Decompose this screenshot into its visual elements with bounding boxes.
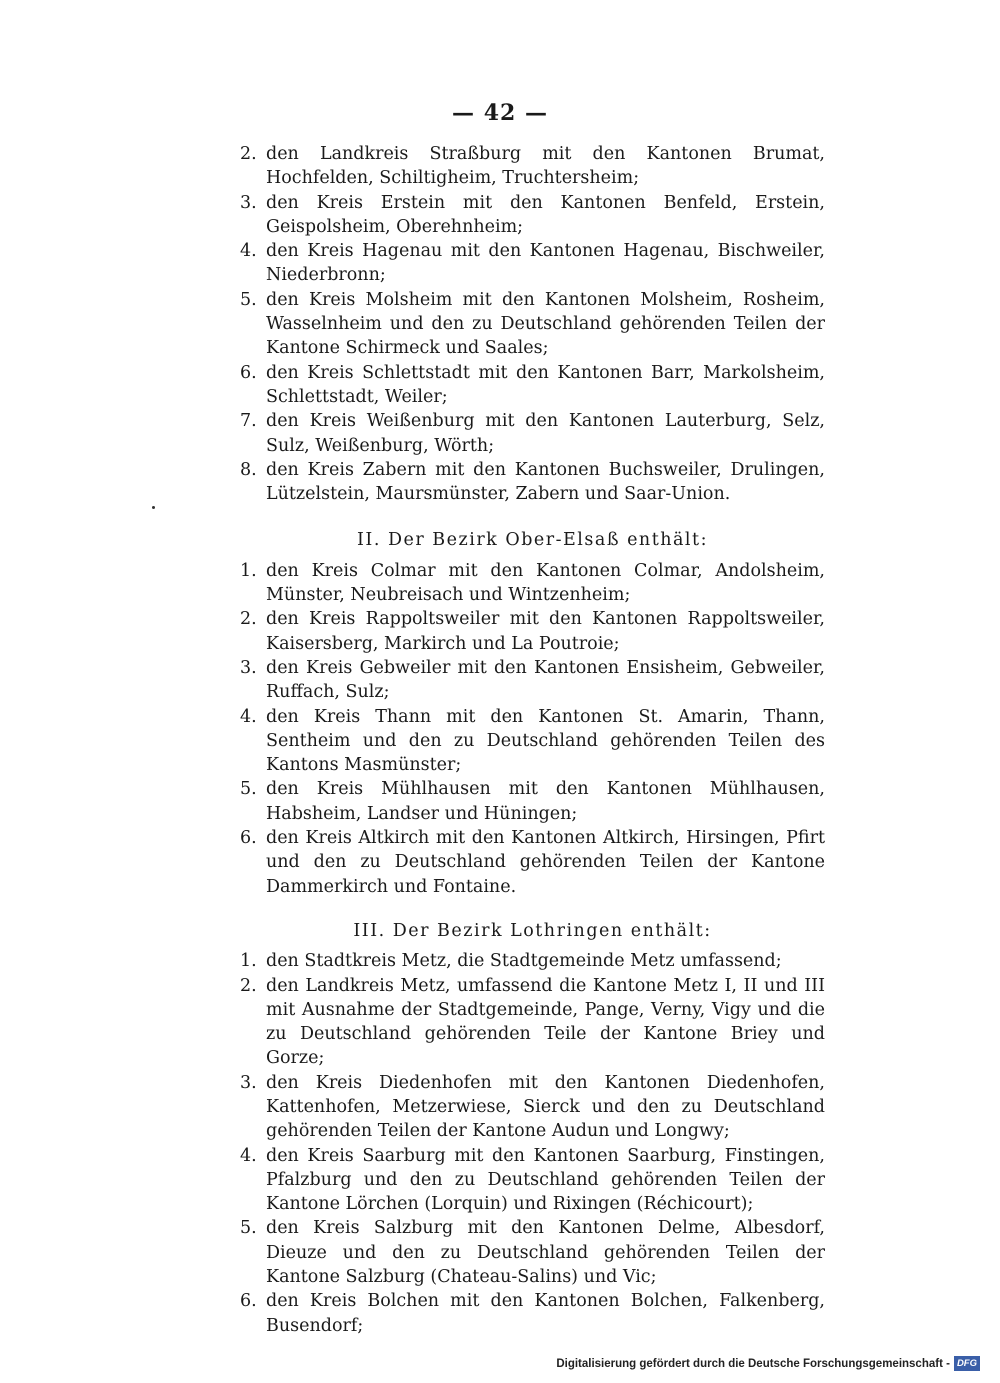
item-number: 4. (240, 706, 257, 727)
list-item (240, 239, 825, 288)
item-number: 4. (240, 1145, 257, 1166)
item-number: 1. (240, 560, 257, 581)
item-text: den Kreis Weißenburg mit den Kantonen Lauterburg, Selz, Sulz, Weißenburg, Wörth; (266, 411, 825, 456)
list-item (240, 288, 825, 361)
item-number: 3. (240, 1072, 257, 1093)
item-number: 7. (240, 411, 257, 432)
item-text: den Kreis Rappoltsweiler mit den Kantonen Rappoltsweiler, Kaisersberg, Markirch und La Poutroie; (266, 609, 825, 654)
digitization-footer (556, 1356, 980, 1371)
item-text: den Kreis Hagenau mit den Kantonen Hagenau, Bischweiler, Niederbronn; (266, 241, 825, 286)
item-number: 3. (240, 657, 257, 678)
speck-mark (152, 506, 155, 509)
item-number: 6. (240, 362, 257, 383)
item-text: den Kreis Thann mit den Kantonen St. Amarin, Thann, Sentheim und den zu Deutschland gehörenden Teilen des Kantons Masmünster; (266, 706, 825, 776)
item-number: 2. (240, 609, 257, 630)
item-number: 6. (240, 1291, 257, 1312)
item-number: 3. (240, 192, 257, 213)
item-text: den Kreis Molsheim mit den Kantonen Molsheim, Rosheim, Wasselnheim und den zu Deutschland gehörenden Teilen der Kantone Schirmeck und Saales; (266, 289, 825, 359)
dfg-logo-icon: DFG (954, 1356, 980, 1371)
item-number: 2. (240, 144, 257, 164)
item-number: 6. (240, 828, 257, 849)
list-item (240, 191, 825, 240)
list-item (240, 559, 825, 608)
item-number: 2. (240, 975, 257, 996)
item-text: den Kreis Schlettstadt mit den Kantonen Barr, Markolsheim, Schlettstadt, Weiler; (266, 362, 825, 407)
list-item (240, 777, 825, 826)
list-item (240, 705, 825, 778)
item-number: 5. (240, 289, 257, 310)
item-text: den Kreis Bolchen mit den Kantonen Bolchen, Falkenberg, Busendorf; (266, 1291, 825, 1336)
section-2 (240, 528, 825, 898)
item-text: den Stadtkreis Metz, die Stadtgemeinde Metz umfassend; (266, 951, 782, 972)
list-item (240, 607, 825, 656)
item-number: 5. (240, 779, 257, 800)
document-body (240, 142, 825, 1338)
item-text: den Kreis Zabern mit den Kantonen Buchsweiler, Drulingen, Lützelstein, Maursmünster, Zabern und Saar-Union. (266, 459, 825, 505)
section-heading: III. Der Bezirk Lothringen enthält: (353, 920, 712, 941)
item-text: den Kreis Colmar mit den Kantonen Colmar, Andolsheim, Münster, Neubreisach und Wintzenheim; (266, 560, 825, 606)
list-item (240, 656, 825, 705)
item-text: den Kreis Mühlhausen mit den Kantonen Mühlhausen, Habsheim, Landser und Hüningen; (266, 779, 825, 824)
item-number: 5. (240, 1218, 257, 1239)
section-3 (240, 919, 825, 1338)
item-text: den Kreis Saarburg mit den Kantonen Saarburg, Finstingen, Pfalzburg und den zu Deutschland gehörenden Teilen der Kantone Lörchen (Lorquin) und Rixingen (Réchicourt); (266, 1145, 825, 1215)
list-item (240, 1144, 825, 1217)
item-number: 1. (240, 951, 257, 972)
item-text: den Kreis Gebweiler mit den Kantonen Ensisheim, Gebweiler, Ruffach, Sulz; (266, 657, 825, 703)
list-item (240, 1216, 825, 1289)
footer-text: Digitalisierung gefördert durch die Deutsche Forschungsgemeinschaft - (556, 1357, 950, 1370)
item-text: den Landkreis Straßburg mit den Kantonen Brumat, Hochfelden, Schiltigheim, Truchtersheim; (266, 144, 825, 189)
item-text: den Kreis Diedenhofen mit den Kantonen Diedenhofen, Kattenhofen, Metzerwiese, Sierck und den zu Deutschland gehörenden Teilen der Kantone Audun und Longwy; (266, 1072, 825, 1142)
list-item (240, 974, 825, 1071)
item-number: 8. (240, 459, 257, 480)
list-item (240, 409, 825, 458)
page-number: — 42 — (452, 100, 548, 126)
item-text: den Kreis Altkirch mit den Kantonen Altkirch, Hirsingen, Pfirt und den zu Deutschland gehörenden Teilen der Kantone Dammerkirch und Fontaine. (266, 828, 825, 897)
item-text: den Kreis Salzburg mit den Kantonen Delme, Albesdorf, Dieuze und den zu Deutschland gehörenden Teilen der Kantone Salzburg (Chateau-Salins) und Vic; (266, 1218, 825, 1288)
list-item (240, 361, 825, 410)
section-heading: II. Der Bezirk Ober-Elsaß enthält: (357, 530, 708, 551)
list-item (240, 142, 825, 191)
item-number: 4. (240, 241, 257, 262)
list-item (240, 458, 825, 507)
item-text: den Landkreis Metz, umfassend die Kantone Metz I, II und III mit Ausnahme der Stadtgemeinde, Pange, Verny, Vigy und die zu Deutschland gehörenden Teile der Kantone Briey und Gorze; (266, 975, 825, 1069)
list-item (240, 1071, 825, 1144)
section-1 (240, 142, 825, 506)
list-item (240, 949, 825, 973)
list-item (240, 826, 825, 899)
item-text: den Kreis Erstein mit den Kantonen Benfeld, Erstein, Geispolsheim, Oberehnheim; (266, 192, 825, 237)
list-item (240, 1289, 825, 1338)
